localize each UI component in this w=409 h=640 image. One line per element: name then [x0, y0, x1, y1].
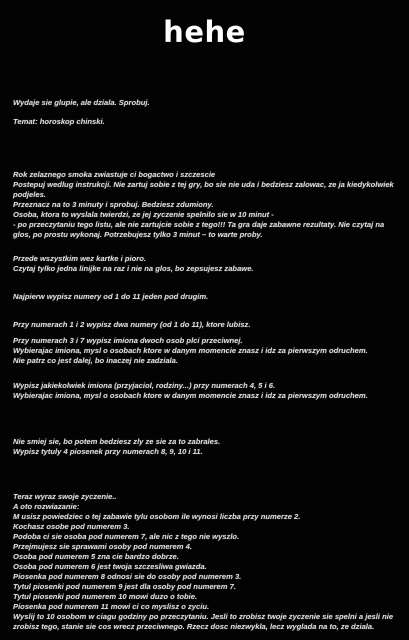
step-song-titles: Nie smiej sie, bo potem bedziesz zly ze sie za to zabrales. Wypisz tytuly 4 piosenek przy numerach 8, 9, 10 i 11. — [13, 437, 221, 456]
headline-caption: hehe — [163, 15, 246, 49]
intro-line: Wydaje sie glupie, ale dziala. Sprobuj. — [13, 98, 150, 107]
solution-paragraph: Teraz wyraz swoje zyczenie.. A oto rozwiazanie: M usisz powiedziec o tej zabawie tylu osobom ile wynosi liczba przy numerze 2. Kochasz osobe pod numerem 3. Podoba ci sie osoba pod numerem 7, ale nic z tego nie wyszlo. Przejmujesz sie sprawami osoby pod numerem 4. Osoba pod numerem 5 zna cie bardzo dobrze. Osoba pod numerem 6 jest twoja szczesliwa gwiazda. Piosenka pod numerem 8 odnosi sie do osoby pod numerem 3. Tytul piosenki pod numerem 9 jest dla osoby pod numerem 7. Tytul piosenki pod numerem 10 mowi duzo o tobie. Piosenka pod numerem 11 mowi ci co myslisz o zyciu. Wyslij to 10 osobom w ciagu godziny po przeczytaniu. Jesli to zrobisz twoje zyczenie sie spelni a jesli nie zrobisz tego, stanie sie cos wrecz przeciwnego. Rzecz dosc niezwykla, lecz wyglada na to, ze dziala. — [13, 492, 394, 631]
story-paragraph: Rok zelaznego smoka zwiastuje ci bogactwo i szczescie Postepuj wedlug instrukcji. Nie zartuj sobie z tej gry, bo sie nie uda i bedziesz zalowac, ze ja kiedykolwiek podjeles. Przeznacz na to 3 minuty i sprobuj. Bedziesz zdumiony. Osoba, ktora to wyslala twierdzi, ze jej zyczenie spelnilo sie w 10 minut - - po przeczytaniu tego listu, ale nie zartujcie sobie z tego!!! Ta gra daje zabawne rezultaty. Nie czytaj na glos, po prostu wykonaj. Potrzebujesz tylko 3 minut – to warte proby. — [13, 170, 394, 239]
step-opposite-sex-names: Przy numerach 3 i 7 wypisz imiona dwoch osob plci przeciwnej. Wybierajac imiona, mysl o osobach ktore w danym momencie znasz i idz za pierwszym odruchem. Nie patrz co jest dalej, bo inaczej nie zadziala. — [13, 336, 368, 365]
topic-line: Temat: horoskop chinski. — [13, 117, 105, 126]
step-numbers: Najpierw wypisz numery od 1 do 11 jeden pod drugim. — [13, 292, 209, 301]
step-any-names: Wypisz jakiekolwiek imiona (przyjaciol, rodziny...) przy numerach 4, 5 i 6. Wybierajac imiona, mysl o osobach ktore w danym momencie znasz i idz za pierwszym odruchem. — [13, 381, 368, 400]
instructions-paragraph: Przede wszystkim wez kartke i pioro. Czytaj tylko jedna linijke na raz i nie na glos, bo zepsujesz zabawe. — [13, 254, 254, 273]
step-favorite-numbers: Przy numerach 1 i 2 wypisz dwa numery (od 1 do 11), ktore lubisz. — [13, 320, 251, 329]
